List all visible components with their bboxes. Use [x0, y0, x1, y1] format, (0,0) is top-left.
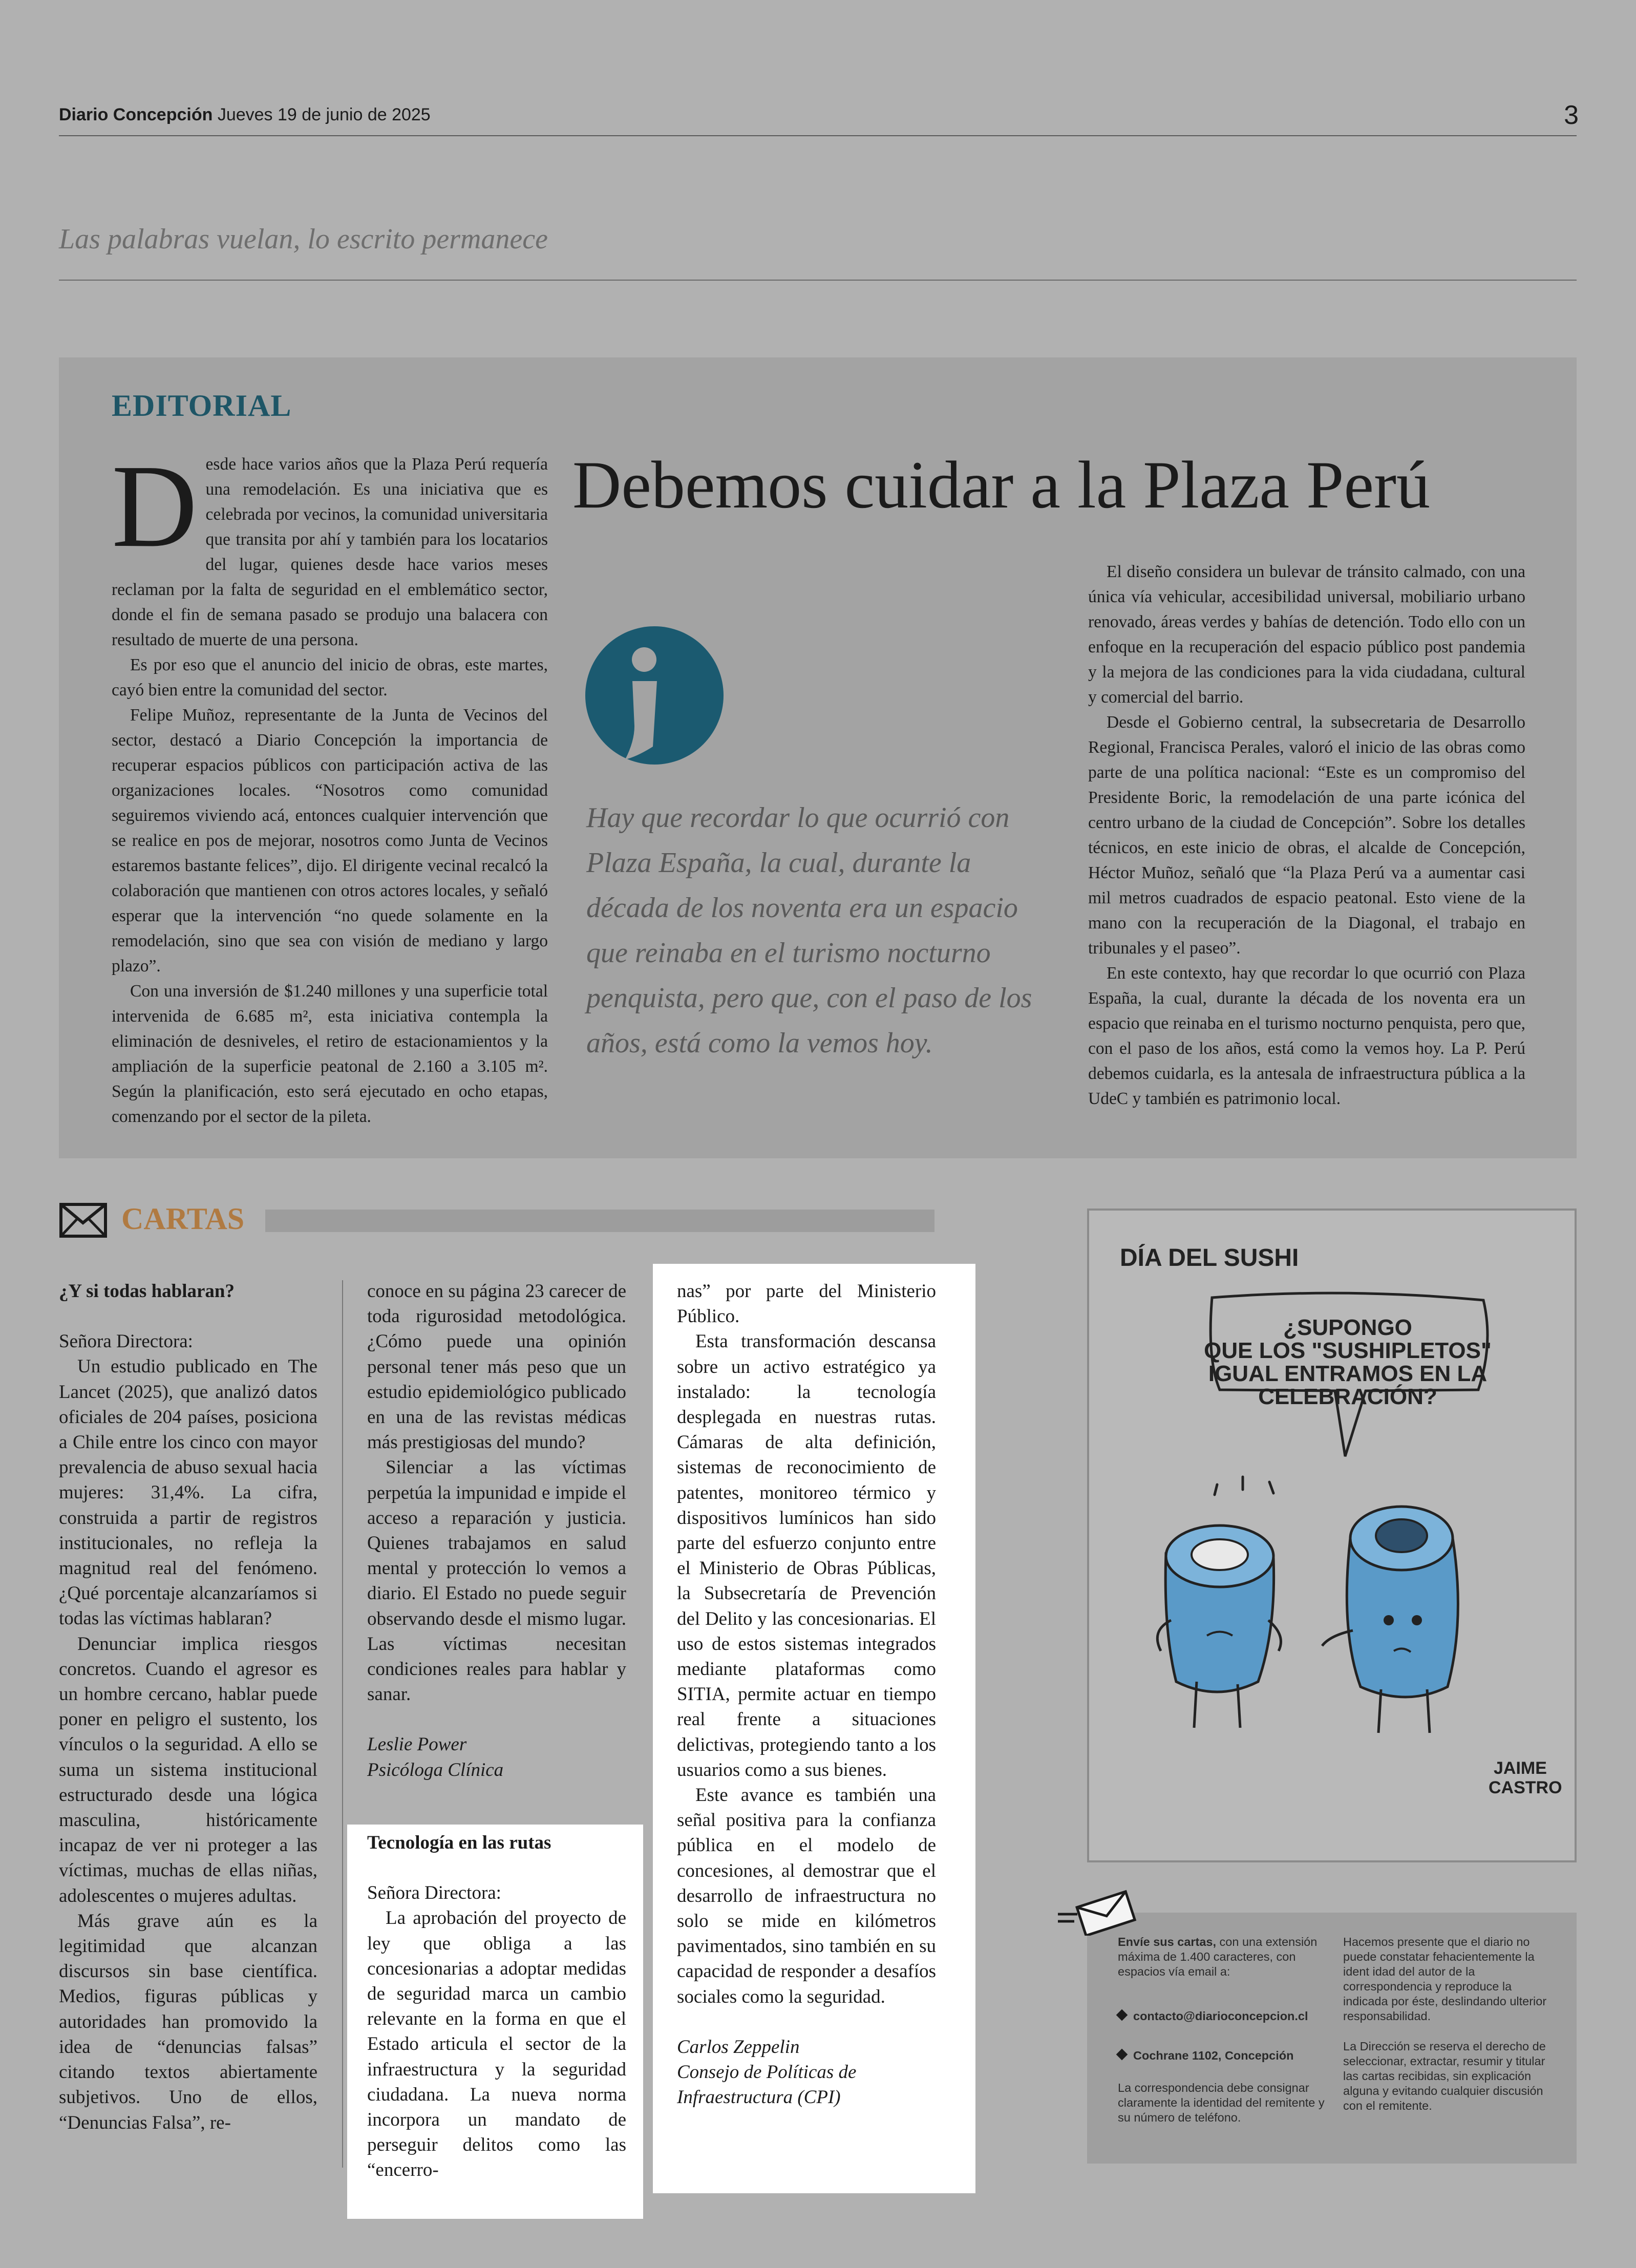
motto-rule — [59, 280, 1577, 281]
letter-paragraph: Denunciar implica riesgos concretos. Cuando el agresor es un hombre cercano, hablar puede poner en peligro el sustento, los vínculos o la seguridad. A ello se suma un sistema institucional estructurado desde una lógica masculina, históricamente incapaz de ver ni proteger a las víctimas, muchas de ellas niñas, adolescentes o mujeres adultas. — [59, 1633, 317, 1906]
motto: Las palabras vuelan, lo escrito permanece — [59, 223, 548, 255]
letter2-author-role: Consejo de Políticas de — [677, 2062, 857, 2083]
page-number: 3 — [1564, 100, 1579, 130]
letter2-column-1 — [367, 1830, 626, 2183]
letter2-salutation: Señora Directora: — [367, 1882, 501, 1904]
letter2-author: Carlos Zeppelin — [677, 2036, 800, 2058]
contact-email-line — [1118, 2009, 1330, 2024]
editorial-column-1 — [112, 440, 548, 1129]
contact-address: Cochrane 1102, Concepción — [1133, 2049, 1294, 2062]
header-rule — [59, 135, 1577, 136]
editorial-paragraph: Es por eso que el anuncio del inicio de obras, este martes, cayó bien entre la comunidad del sector. — [112, 655, 548, 700]
cartoon — [1087, 1209, 1577, 1862]
contact-address-line — [1118, 2048, 1330, 2063]
letter1-column-2 — [367, 1279, 626, 1783]
letter1-title: ¿Y si todas hablaran? — [59, 1281, 235, 1302]
editorial-title: Debemos cuidar a la Plaza Perú — [572, 447, 1431, 522]
letters-info-right — [1343, 1935, 1558, 2113]
sushi-left-icon — [1157, 1525, 1281, 1728]
cartoonist-signature: CASTRO — [1489, 1778, 1562, 1797]
letter1-author-role: Psicóloga Clínica — [367, 1759, 504, 1781]
letter-paragraph: nas” por parte del Ministerio Público. — [677, 1281, 936, 1327]
speech-line: IGUAL ENTRAMOS EN LA — [1208, 1361, 1488, 1386]
editorial-label: EDITORIAL — [112, 389, 292, 422]
letter-paragraph: Esta transformación descansa sobre un activo estratégico ya instalado: la tecnología desplegada en nuestras rutas. Cámaras de alta definición, sistemas de reconocimiento de patentes, monitoreo térmico y dispositivos lumínicos han sido parte del esfuerzo conjunto entre el Ministerio de Obras Públicas, la Subsecretaría de Prevención del Delito y las concesionarias. El uso de estos sistemas integrados mediante plataformas como SITIA, permite actuar en tiempo real frente a situaciones delictivas, protegiendo tanto a los usuarios como a sus bienes. — [677, 1331, 936, 1781]
paper-name: Diario Concepción — [59, 105, 213, 124]
sushi-right-icon — [1322, 1507, 1458, 1733]
letter-paragraph: Este avance es también una señal positiva para la confianza pública en el modelo de concesiones, al demostrar que el desarrollo de infraestructura no solo se mide en kilómetros pavimentados, sino también en su capacidad de responder a desafíos sociales como la seguridad. — [677, 1785, 936, 2007]
drop-cap: D — [112, 440, 198, 572]
info-disclaimer: La Dirección se reserva el derecho de seleccionar, extractar, resumir y titular las cartas recibidas, sin explicación alguna y evitando cualquier discusión con el remitente. — [1343, 2040, 1546, 2112]
info-disclaimer: Hacemos presente que el diario no puede constatar fehacientemente la ident idad del autor de la correspondencia y reproduce la indicada por éste, deslindando ulterior responsabilidad. — [1343, 1935, 1547, 2023]
masthead — [59, 105, 431, 125]
speech-line: CELEBRACIÓN? — [1258, 1384, 1437, 1409]
column-divider — [342, 1280, 343, 2168]
cartas-bar — [265, 1210, 934, 1232]
letter-paragraph: conoce en su página 23 carecer de toda rigurosidad metodológica. ¿Cómo puede una opinión personal tener más peso que un estudio epidemiológico publicado en una de las revistas médicas más prestigiosas del mundo? — [367, 1281, 626, 1453]
info-intro: Envíe sus cartas, con una extensión máxima de 1.400 caracteres, con espacios vía email a: — [1118, 1935, 1318, 1978]
cartas-label: CARTAS — [121, 1202, 245, 1236]
letter-paragraph: La aprobación del proyecto de ley que obliga a las concesionarias a adoptar medidas de seguridad marca un cambio relevante en la forma en que el Estado articula el sector de la infraestructura y la seguridad ciudadana. La nueva norma incorpora un mandato de perseguir delitos como las “encerro- — [367, 1907, 626, 2181]
speech-line: QUE LOS "SUSHIPLETOS" — [1204, 1338, 1492, 1363]
letter1-salutation: Señora Directora: — [59, 1331, 193, 1352]
letter-paragraph: Más grave aún es la legitimidad que alcanzan discursos sin base científica. Medios, figuras públicas y autoridades han promovido la idea de “denuncias falsas” citando textos abiertamente subjetivos. Uno de ellos, “Denuncias Falsa”, re- — [59, 1910, 317, 2133]
letter2-author-role: Infraestructura (CPI) — [677, 2087, 841, 2108]
info-icon — [585, 624, 724, 767]
letter1-column-1 — [59, 1279, 317, 2135]
cartoonist-signature: JAIME — [1494, 1758, 1547, 1778]
editorial-column-3 — [1088, 559, 1525, 1111]
editorial-paragraph: Con una inversión de $1.240 millones y una superficie total intervenida de 6.685 m², esta iniciativa contempla la eliminación de desniveles, el retiro de estacionamientos y la ampliación de la superficie peatonal de 2.160 a 3.105 m². Según la planificación, esto será ejecutado en ocho etapas, comenzando por el sector de la pileta. — [112, 982, 548, 1126]
letter2-column-2 — [677, 1279, 936, 2110]
editorial-paragraph: Desde hace varios años que la Plaza Perú requería una remodelación. Es una iniciativa que es celebrada por vecinos, la comunidad universitaria que transita por ahí y también para los locatarios del lugar, quienes desde hace varios meses reclaman por la falta de seguridad en el emblemático sector, donde el fin de semana pasado se produjo una balacera con resultado de muerte de una persona. — [112, 440, 548, 649]
speech-line: ¿SUPONGO — [1283, 1315, 1412, 1340]
contact-email: contacto@diarioconcepcion.cl — [1133, 2009, 1308, 2023]
letter-paragraph: Silenciar a las víctimas perpetúa la impunidad e impide el acceso a reparación y justicia. Quienes trabajamos en salud mental y protección lo vemos a diario. El Estado no puede seguir observando desde el mismo lugar. Las víctimas necesitan condiciones reales para hablar y sanar. — [367, 1457, 626, 1705]
flying-envelope-icon — [1057, 1884, 1139, 1936]
letter2-title: Tecnología en las rutas — [367, 1832, 551, 1853]
pull-quote: Hay que recordar lo que ocurrió con Plaza España, la cual, durante la década de los noventa era un espacio que reinaba en el turismo nocturno penquista, pero que, con el paso de los años, está como la vemos hoy. — [586, 802, 1032, 1059]
editorial-paragraph: En este contexto, hay que recordar lo que ocurrió con Plaza España, la cual, durante la década de los noventa era un espacio que reinaba en el turismo nocturno penquista, pero que, con el paso de los años, está como la vemos hoy. La P. Perú debemos cuidarla, es la antesala de infraestructura pública a la UdeC y también es patrimonio local. — [1088, 964, 1525, 1108]
editorial-paragraph: El diseño considera un bulevar de tránsito calmado, con una única vía vehicular, accesibilidad universal, mobiliario urbano renovado, áreas verdes y bahías de detención. Todo ello con un enfoque en la recuperación del espacio público post pandemia y la mejora de las condiciones para la vida ciudadana, cultural y comercial del barrio. — [1088, 562, 1525, 707]
editorial-paragraph: Desde el Gobierno central, la subsecretaria de Desarrollo Regional, Francisca Perales, valoró el inicio de las obras como parte de una política nacional: “Este es un compromiso del Presidente Boric, la remodelación de una parte icónica del centro urbano de la ciudad de Concepción”. Sobre los detalles técnicos, en este inicio de obras, el alcalde de Concepción, Héctor Muñoz, señaló que “la Plaza Perú va a aumentar casi mil metros cuadrados de espacio peatonal. Esto viene de la mano con la recuperación de la Diagonal, el trabajo en tribunales y el paseo”. — [1088, 713, 1525, 958]
envelope-icon — [59, 1202, 108, 1238]
cartoon-drawing — [1089, 1211, 1575, 1860]
editorial-paragraph: Felipe Muñoz, representante de la Junta de Vecinos del sector, destacó a Diario Concepción la importancia de recuperar espacios públicos con participación activa de las organizaciones locales. “Nosotros como comunidad seguiremos viviendo acá, entonces cualquier intervención que se realice en pos de mejorar, nosotros como Junta de Vecinos estaremos bastante felices”, dijo. El dirigente vecinal recalcó la colaboración que mantienen con otros actores locales, y señaló esperar que la intervención “no quede solamente en la remodelación, sino que sea con visión de mediano y largo plazo”. — [112, 706, 548, 976]
cartoon-title: DÍA DEL SUSHI — [1120, 1244, 1299, 1271]
letter1-author: Leslie Power — [367, 1734, 467, 1755]
letters-info-left — [1118, 1935, 1330, 2125]
info-note: La correspondencia debe consignar claramente la identidad del remitente y su número de teléfono. — [1118, 2081, 1325, 2124]
letter-paragraph: Un estudio publicado en The Lancet (2025), que analizó datos oficiales de 204 países, posiciona a Chile entre los cinco con mayor prevalencia de abuso sexual hacia mujeres: 31,4%. La cifra, construida a partir de registros institucionales, no refleja la magnitud real del fenómeno. ¿Qué porcentaje alcanzaríamos si todas las víctimas hablaran? — [59, 1356, 317, 1629]
issue-date: Jueves 19 de junio de 2025 — [217, 105, 431, 124]
